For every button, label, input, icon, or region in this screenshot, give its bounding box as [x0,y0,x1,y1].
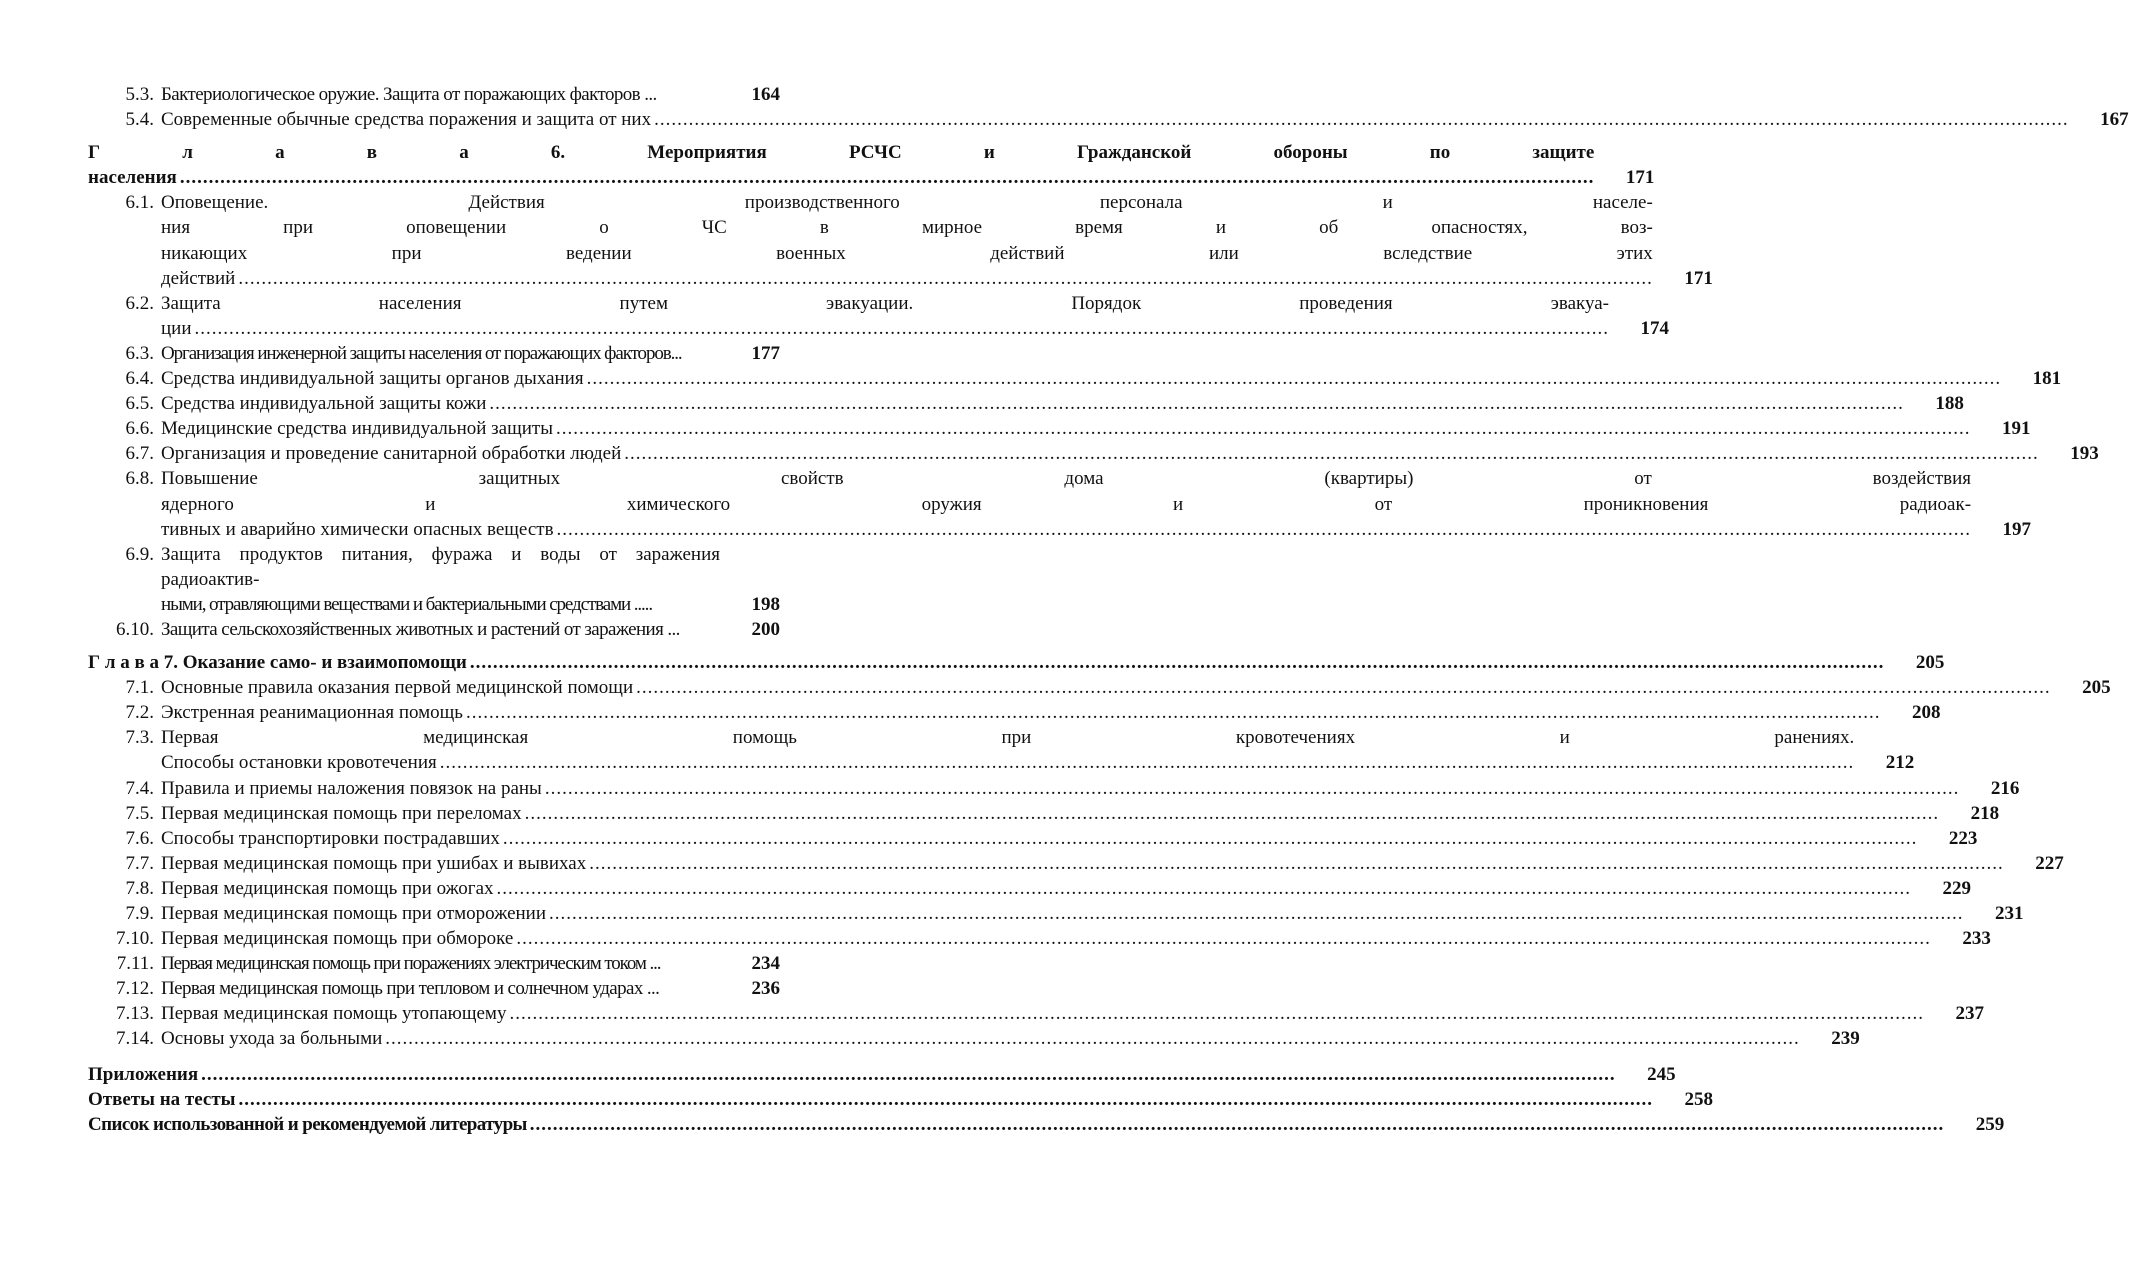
toc-entry-line: Медицинские средства индивидуальной защиты ..... [161,416,1970,441]
toc-entry-line: Ответы на тесты ..... [88,1087,1653,1112]
toc-entry[interactable] [88,291,1670,341]
toc-entry-title [161,700,1880,725]
toc-entry-title [161,1001,1924,1026]
toc-entry-number: 7.2. [125,702,154,724]
toc-entry-title [161,441,2039,466]
toc-entry-title [161,801,1939,826]
toc-entry-line: Приложения ..... [88,1062,1616,1087]
toc-entry-line: ными, отравляющими веществами и бактериальными средствами ..... [161,593,652,615]
toc-entry-number: 6.5. [125,393,154,415]
toc-entry[interactable] [88,190,1713,290]
dot-leader [509,1001,1924,1026]
dot-leader [587,366,2002,391]
toc-entry-number: 7.11. [116,953,154,975]
toc-entry-line: Способы остановки кровотечения ..... [161,750,1854,775]
toc-entry-number: 6.1. [125,192,154,214]
toc-entry-title [161,190,1653,290]
toc-entry-title [161,826,1917,851]
toc-entry[interactable] [88,391,1964,416]
toc-entry-number: 7.4. [125,777,154,799]
toc-entry[interactable] [88,542,780,617]
toc-page-number: 234 [751,953,780,975]
toc-entry-title [161,617,720,642]
toc-entry[interactable] [88,801,2000,826]
toc-entry-line: Первая медицинская помощь при обмороке ..... [161,926,1931,951]
toc-page-number: 223 [1948,827,1978,849]
toc-entry-number: 6.9. [125,543,154,565]
toc-entry-line: Современные обычные средства поражения и защита от них ..... [161,107,2069,132]
toc-entry-line: Первая медицинская помощь при поражениях электрическим током ... [161,953,661,975]
toc-page-number: 164 [751,84,780,105]
toc-entry-line: Защита сельскохозяйственных животных и растений от заражения ... [161,618,680,640]
toc-entry-title [161,901,1964,926]
toc-entry[interactable] [88,700,1941,725]
dot-leader [654,107,2069,132]
toc-page-number: 245 [1647,1063,1676,1085]
toc-entry-title [161,542,720,617]
toc-page-number: 208 [1911,702,1941,724]
toc-page-number: 237 [1955,1003,1984,1025]
toc-page-number: 239 [1831,1028,1860,1050]
toc-section-entry[interactable] [88,1087,1714,1112]
toc-entry-line: Способы транспортировки пострадавших ..... [161,826,1917,851]
toc-entry-number: 7.9. [125,903,154,924]
toc-entry-line: Г л а в а 6. Мероприятия РСЧС и Гражданской обороны по защите [88,142,1595,164]
toc-entry-title [161,1026,1800,1051]
toc-page-number: 259 [1975,1113,2005,1135]
toc-entry-number: 6.2. [125,292,154,314]
toc-entry-line: Защита населения путем эвакуации. Порядок проведения эвакуа- [161,292,1610,314]
toc-entry-line: Средства индивидуальной защиты органов дыхания ..... [161,366,2001,391]
dot-leader [545,776,1960,801]
toc-page-number: 171 [1684,267,1713,289]
toc-entry-number: 6.8. [125,468,154,490]
toc-entry-title [161,391,1904,416]
dot-leader [525,801,1940,826]
toc-entry[interactable] [88,441,2099,466]
toc-entry-line: Оповещение. Действия производственного персонала и населе- [161,192,1653,214]
toc-entry-title [161,851,2004,876]
toc-entry-title [161,416,1970,441]
toc-entry-number: 6.3. [125,342,154,364]
dot-leader [466,700,1881,725]
toc-entry-line: Г л а в а 7. Оказание само- и взаимопомощи ..... [88,650,1884,675]
toc-entry-title [161,725,1854,775]
toc-entry-number: 5.4. [125,109,154,131]
toc-entry-line: ции ..... [161,316,1609,341]
toc-entry-number: 6.6. [125,418,154,440]
toc-entry-line: Первая медицинская помощь при ушибах и вывихах ..... [161,851,2004,876]
toc-entry[interactable] [88,366,2062,391]
toc-chapter-entry[interactable] [88,650,1945,675]
toc-entry-title [161,466,1971,541]
toc-entry-line: ядерного и химического оружия и от проникновения радиоак- [161,493,1972,515]
dot-leader [180,165,1595,190]
toc-entry-line: Первая медицинская помощь при ожогах ..... [161,876,1911,901]
toc-entry[interactable] [88,901,2024,926]
toc-entry-line: Повышение защитных свойств дома (квартиры) от воздействия [161,468,1972,490]
toc-entry[interactable] [88,951,780,976]
toc-entry-title [161,776,1959,801]
toc-entry[interactable] [88,466,2032,541]
dot-leader [195,316,1610,341]
toc-page-number: 205 [1915,652,1945,674]
toc-page-number: 197 [2002,518,2032,540]
toc-entry-title [161,976,720,1001]
toc-entry-title [161,82,720,107]
toc-page-number: 229 [1942,877,1972,899]
toc-section-entry[interactable] [88,1062,1676,1087]
toc-entry-number: 7.14. [116,1028,154,1050]
toc-entry-line: тивных и аварийно химически опасных веществ ..... [161,517,1971,542]
toc-entry-title [161,366,2001,391]
toc-page-number: 258 [1684,1088,1714,1110]
toc-page-number: 205 [2082,677,2111,699]
toc-entry[interactable] [88,1001,1984,1026]
toc-page-number: 198 [751,593,780,615]
toc-entry-number: 7.5. [125,802,154,824]
section-gap [88,1052,780,1062]
toc-entry-line: Защита продуктов питания, фуража и воды от заражения радиоактив- [161,543,720,590]
toc-entry[interactable] [88,725,1915,775]
toc-entry-number: 5.3. [125,84,154,105]
dot-leader [470,650,1885,675]
toc-entry-line: Экстренная реанимационная помощь ..... [161,700,1880,725]
toc-entry-title [88,1087,1653,1112]
toc-entry-title [88,140,1594,190]
toc-page-number: 188 [1935,393,1964,415]
toc-entry-number: 7.12. [116,978,154,1000]
toc-entry-line: Первая медицинская помощь при переломах ..... [161,801,1939,826]
toc-entry-line: населения ..... [88,165,1594,190]
toc-page-number: 231 [1995,903,2024,924]
toc-entry-line: ния при оповещении о ЧС в мирное время и об опасностях, воз- [161,217,1653,239]
toc-entry-line: Основы ухода за больными ..... [161,1026,1800,1051]
toc-entry[interactable] [88,617,780,642]
toc-entry[interactable] [88,926,1991,951]
toc-entry-line: Первая медицинская помощь при тепловом и солнечном ударах ... [161,978,660,1000]
dot-leader [516,926,1931,951]
toc-entry-line: Первая медицинская помощь при отморожении ..... [161,901,1964,926]
toc-entry-title [161,341,720,366]
dot-leader [549,901,1964,926]
toc-entry-number: 7.8. [125,877,154,899]
dot-leader [239,1087,1654,1112]
toc-page-number: 216 [1990,777,2020,799]
toc-section-entry[interactable] [88,1112,2005,1137]
dot-leader [385,1026,1800,1051]
dot-leader [636,675,2051,700]
dot-leader [201,1062,1616,1087]
toc-entry-line: Основные правила оказания первой медицинской помощи ..... [161,675,2051,700]
toc-page-number: 167 [2100,109,2129,131]
toc-entry-title [161,951,720,976]
toc-entry-number: 6.4. [125,368,154,390]
toc-page-number: 191 [2001,418,2031,440]
toc-entry[interactable] [88,107,2129,132]
dot-leader [238,266,1653,291]
toc-page-number: 174 [1640,317,1670,339]
table-of-contents [88,82,2129,1137]
toc-entry[interactable] [88,416,2031,441]
toc-entry-title [88,650,1884,675]
toc-entry[interactable] [88,82,780,107]
toc-entry-line: никающих при ведении военных действий или вследствие этих [161,242,1653,264]
toc-entry-number: 6.7. [125,443,154,465]
toc-entry[interactable] [88,776,2020,801]
dot-leader [556,416,1971,441]
toc-entry-title [161,926,1931,951]
toc-entry-number: 7.13. [116,1003,154,1025]
dot-leader [440,750,1855,775]
toc-entry-number: 7.3. [125,727,154,749]
toc-entry-number: 7.1. [125,677,154,699]
toc-entry-number: 6.10. [116,618,154,640]
toc-entry-number: 7.6. [125,827,154,849]
toc-entry-line: Организация и проведение санитарной обработки людей ..... [161,441,2039,466]
toc-entry-number: 7.7. [125,852,154,874]
toc-entry[interactable] [88,851,2064,876]
dot-leader [489,391,1904,416]
toc-page-number: 227 [2035,852,2064,874]
toc-page-number: 177 [751,342,780,364]
toc-entry-line: Бактериологическое оружие. Защита от поражающих факторов ... [161,84,657,105]
toc-entry[interactable] [88,826,1978,851]
toc-page-number: 193 [2070,443,2099,465]
toc-entry-line: Первая медицинская помощь при кровотечениях и ранениях. [161,727,1855,749]
toc-entry-line: Первая медицинская помощь утопающему ..... [161,1001,1924,1026]
toc-entry-title [161,675,2051,700]
toc-page-number: 218 [1970,802,2000,824]
toc-entry-line: Список использованной и рекомендуемой литературы ..... [88,1112,1944,1137]
dot-leader [497,876,1912,901]
toc-entry[interactable] [88,675,2111,700]
toc-entry-line: Организация инженерной защиты населения от поражающих факторов... [161,342,682,364]
dot-leader [530,1112,1945,1137]
toc-page-number: 181 [2032,368,2062,390]
dot-leader [624,441,2039,466]
toc-entry-line: действий ..... [161,266,1653,291]
toc-page-number: 233 [1962,928,1991,950]
dot-leader [503,826,1918,851]
toc-entry-line: Средства индивидуальной защиты кожи ..... [161,391,1904,416]
dot-leader [589,851,2004,876]
toc-page-number: 200 [751,618,780,640]
toc-chapter-entry[interactable] [88,140,1655,190]
toc-entry[interactable] [88,976,780,1001]
toc-entry[interactable] [88,1026,1860,1051]
toc-entry[interactable] [88,341,780,366]
toc-entry[interactable] [88,876,1972,901]
toc-entry-title [161,107,2069,132]
toc-page-number: 212 [1885,752,1915,774]
toc-page-number: 171 [1625,167,1655,189]
toc-entry-title [161,876,1911,901]
toc-page-number: 236 [751,978,780,1000]
toc-entry-line: Правила и приемы наложения повязок на раны ..... [161,776,1959,801]
toc-entry-number: 7.10. [116,928,154,950]
toc-entry-title [88,1062,1616,1087]
dot-leader [557,517,1972,542]
toc-entry-title [161,291,1609,341]
toc-entry-title [88,1112,1944,1137]
